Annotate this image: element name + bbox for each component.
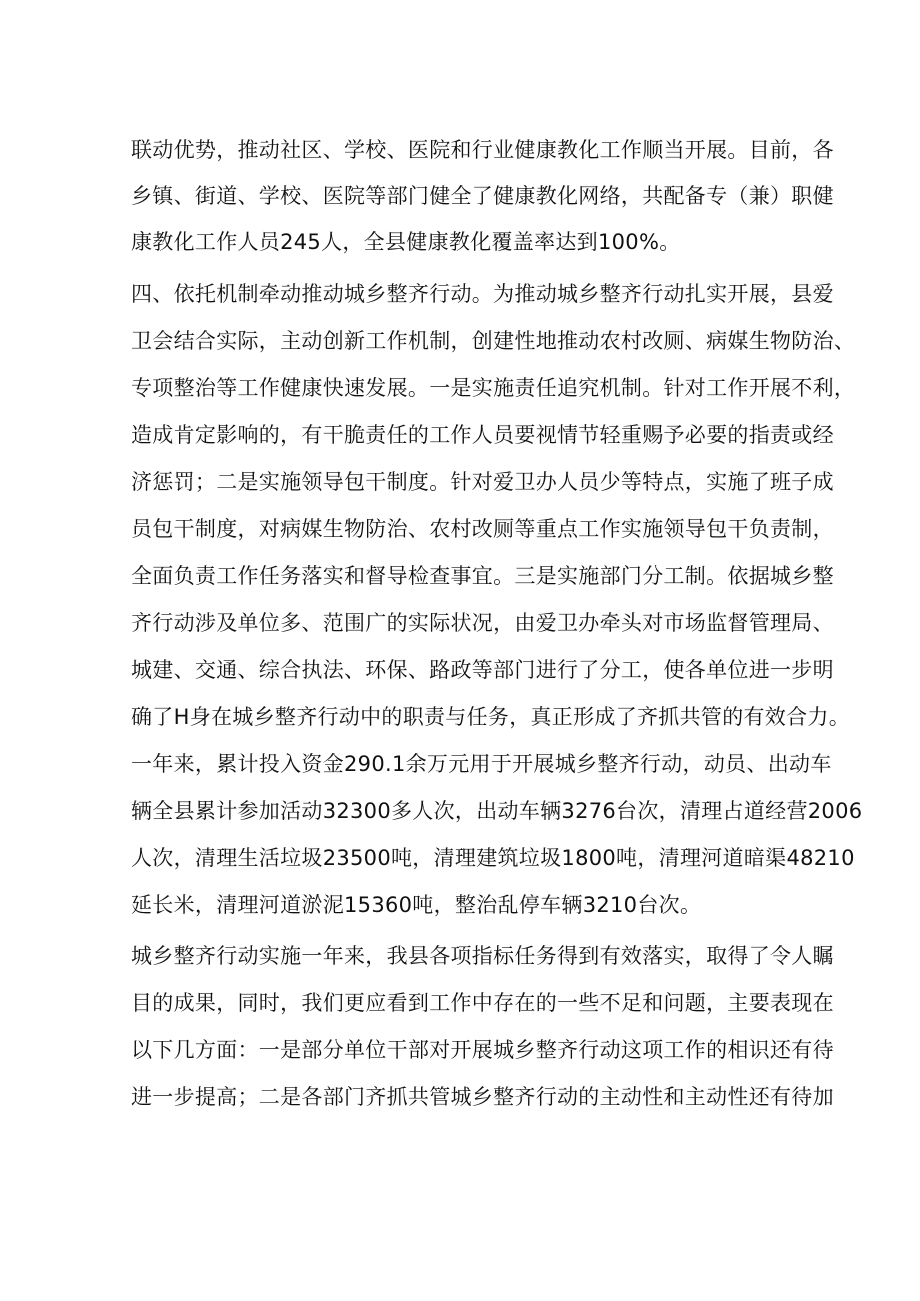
text-line: 全面负责工作任务落实和督导检查事宜。三是实施部门分工制。依据城乡整 bbox=[131, 564, 834, 588]
text-line: 确了H身在城乡整齐行动中的职责与任务，真正形成了齐抓共管的有效合力。 bbox=[131, 705, 850, 729]
text-line: 济惩罚；二是实施领导包干制度。针对爱卫办人员少等特点，实施了班子成 bbox=[131, 470, 834, 494]
text-line: 联动优势，推动社区、学校、医院和行业健康教化工作顺当开展。目前，各 bbox=[131, 138, 834, 162]
text-line: 以下几方面：一是部分单位干部对开展城乡整齐行动这项工作的相识还有待 bbox=[131, 1038, 834, 1062]
text-line: 目的成果，同时，我们更应看到工作中存在的一些不足和问题，主要表现在 bbox=[131, 991, 834, 1015]
text-line: 进一步提高；二是各部门齐抓共管城乡整齐行动的主动性和主动性还有待加 bbox=[131, 1085, 834, 1109]
text-line: 一年来，累计投入资金290.1余万元用于开展城乡整齐行动，动员、出动车 bbox=[131, 752, 832, 776]
text-line: 乡镇、街道、学校、医院等部门健全了健康教化网络，共配备专（兼）职健 bbox=[131, 184, 834, 208]
text-line: 专项整治等工作健康快速发展。一是实施责任追究机制。针对工作开展不利， bbox=[131, 376, 856, 400]
text-line: 城建、交通、综合执法、环保、路政等部门进行了分工，使各单位进一步明 bbox=[131, 658, 834, 682]
text-line: 人次，清理生活垃圾23500吨，清理建筑垃圾1800吨，清理河道暗渠48210 bbox=[131, 846, 855, 870]
text-line: 造成肯定影响的，有干脆责任的工作人员要视情节轻重赐予必要的指责或经 bbox=[131, 423, 834, 447]
text-line: 康教化工作人员245人，全县健康教化覆盖率达到100%。 bbox=[131, 230, 681, 254]
text-line: 卫会结合实际，主动创新工作机制，创建性地推动农村改厕、病媒生物防治、 bbox=[131, 329, 856, 353]
text-line: 城乡整齐行动实施一年来，我县各项指标任务得到有效落实，取得了令人瞩 bbox=[131, 944, 834, 968]
text-line: 员包干制度，对病媒生物防治、农村改厕等重点工作实施领导包干负责制， bbox=[131, 517, 834, 541]
text-line: 齐行动涉及单位多、范围广的实际状况，由爱卫办牵头对市场监督管理局、 bbox=[131, 611, 834, 635]
text-line: 四、依托机制牵动推动城乡整齐行动。为推动城乡整齐行动扎实开展，县爱 bbox=[131, 282, 834, 306]
text-line: 辆全县累计参加活动32300多人次，出动车辆3276台次，清理占道经营2006 bbox=[131, 799, 863, 823]
text-line: 延长米，清理河道淤泥15360吨，整治乱停车辆3210台次。 bbox=[131, 893, 702, 917]
